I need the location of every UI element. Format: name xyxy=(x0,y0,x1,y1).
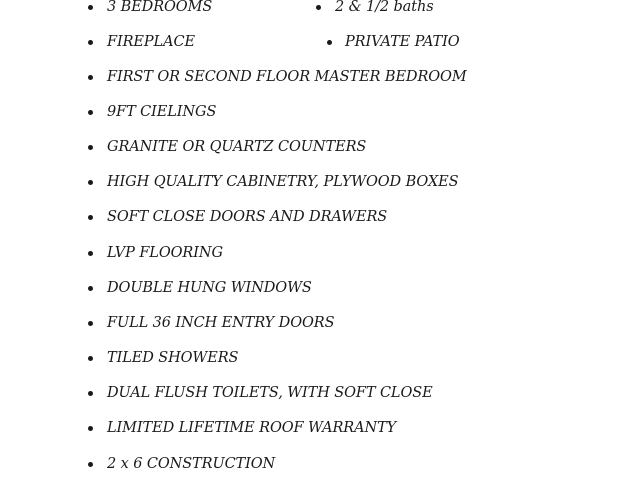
bullet-icon xyxy=(88,145,93,150)
feature-label: SOFT CLOSE DOORS AND DRAWERS xyxy=(107,209,388,225)
feature-label: TILED SHOWERS xyxy=(107,350,239,366)
bullet-icon xyxy=(88,180,93,185)
feature-label: 2 & 1/2 baths xyxy=(335,0,434,15)
feature-label: 3 BEDROOMS xyxy=(107,0,213,15)
feature-label: FIRST OR SECOND FLOOR MASTER BEDROOM xyxy=(107,69,467,85)
bullet-icon xyxy=(88,251,93,256)
feature-label: HIGH QUALITY CABINETRY, PLYWOOD BOXES xyxy=(107,174,459,190)
feature-label: 2 x 6 CONSTRUCTION xyxy=(107,456,276,472)
bullet-icon xyxy=(88,110,93,115)
bullet-icon xyxy=(88,5,93,10)
bullet-icon xyxy=(88,426,93,431)
bullet-icon xyxy=(88,321,93,326)
bullet-icon xyxy=(327,40,332,45)
feature-label: GRANITE OR QUARTZ COUNTERS xyxy=(107,139,367,155)
bullet-icon xyxy=(88,356,93,361)
feature-label: FULL 36 INCH ENTRY DOORS xyxy=(107,315,335,331)
feature-label: PRIVATE PATIO xyxy=(345,34,460,50)
feature-label: LIMITED LIFETIME ROOF WARRANTY xyxy=(107,420,397,436)
bullet-icon xyxy=(88,391,93,396)
bullet-icon xyxy=(88,40,93,45)
feature-label: DOUBLE HUNG WINDOWS xyxy=(107,280,312,296)
bullet-icon xyxy=(88,75,93,80)
feature-label: FIREPLACE xyxy=(107,34,195,50)
bullet-icon xyxy=(316,5,321,10)
feature-label: LVP FLOORING xyxy=(107,245,223,261)
feature-label: 9FT CIELINGS xyxy=(107,104,217,120)
bullet-icon xyxy=(88,215,93,220)
feature-label: DUAL FLUSH TOILETS, WITH SOFT CLOSE xyxy=(107,385,433,401)
bullet-icon xyxy=(88,286,93,291)
bullet-icon xyxy=(88,462,93,467)
